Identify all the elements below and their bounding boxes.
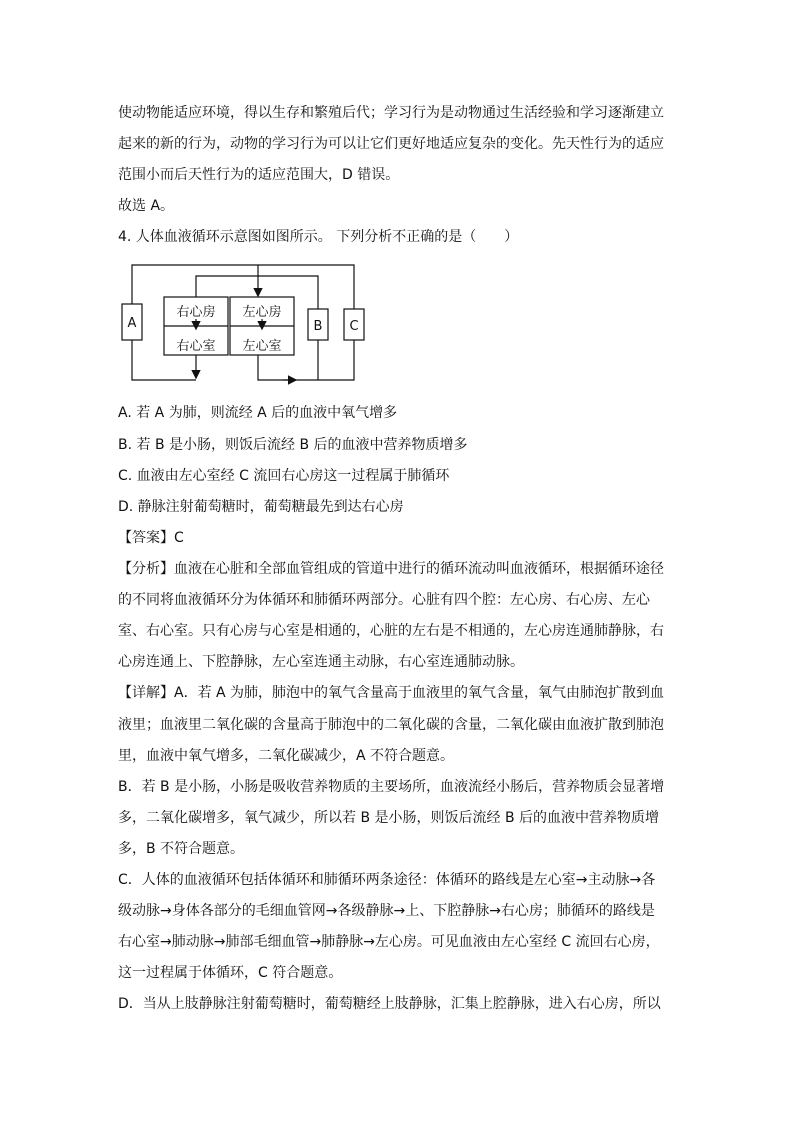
paragraph-line: 使动物能适应环境，得以生存和繁殖后代；学习行为是动物通过生活经验和学习逐渐建立 [118,105,664,121]
label-b: B [313,319,323,334]
blood-circulation-diagram [118,262,368,390]
detail-line: 多，B 不符合题意。 [118,841,245,857]
detail-line: 这一过程属于体循环，C 符合题意。 [118,965,343,981]
analysis-line: 【分析】血液在心脏和全部血管组成的管道中进行的循环流动叫血液循环，根据循环途径 [118,561,664,577]
option-a: A. 若 A 为肺，则流经 A 后的血液中氧气增多 [118,405,398,421]
left-atrium-label: 左心房 [242,305,282,320]
detail-line: 级动脉→身体各部分的毛细血管网→各级静脉→上、下腔静脉→右心房；肺循环的路线是 [118,903,655,919]
detail-line: B．若 B 是小肠，小肠是吸收营养物质的主要场所，血液流经小肠后，营养物质会显著增 [118,779,665,795]
detail-line: 液里；血液里二氧化碳的含量高于肺泡中的二氧化碳的含量，二氧化碳由血液扩散到肺泡 [118,717,664,733]
option-d: D. 静脉注射葡萄糖时，葡萄糖最先到达右心房 [118,499,404,515]
paragraph-line: 故选 A。 [118,198,175,214]
paragraph-line: 起来的新的行为，动物的学习行为可以让它们更好地适应复杂的变化。先天性行为的适应 [118,136,664,152]
left-ventricle-label: 左心室 [242,339,282,354]
analysis-line: 心房连通上、下腔静脉，左心室连通主动脉，右心室连通肺动脉。 [118,654,524,670]
question-stem: 4. 人体血液循环示意图如图所示。 下列分析不正确的是（ ） [118,229,519,245]
right-atrium-label: 右心房 [176,305,216,320]
detail-line: 【详解】A．若 A 为肺，肺泡中的氧气含量高于血液里的氧气含量，氧气由肺泡扩散到血 [118,685,665,701]
detail-line: D．当从上肢静脉注射葡萄糖时，葡萄糖经上肢静脉，汇集上腔静脉，进入右心房，所以 [118,996,661,1012]
detail-line: 多，二氧化碳增多，氧气减少，所以若 B 是小肠，则饭后流经 B 后的血液中营养物质增 [118,810,660,826]
detail-line: 右心室→肺动脉→肺部毛细血管→肺静脉→左心房。可见血液由左心室经 C 流回右心房， [118,934,660,950]
analysis-line: 室、右心室。只有心房与心室是相通的，心脏的左右是不相通的，左心房连通肺静脉，右 [118,623,664,639]
label-c: C [349,319,359,334]
right-ventricle-label: 右心室 [176,339,216,354]
paragraph-line: 范围小而后天性行为的适应范围大，D 错误。 [118,167,400,183]
option-b: B. 若 B 是小肠，则饭后流经 B 后的血液中营养物质增多 [118,437,468,453]
detail-line: 里，血液中氧气增多，二氧化碳减少，A 不符合题意。 [118,748,455,764]
circulation-schematic [118,262,368,390]
label-a: A [127,316,137,331]
analysis-line: 的不同将血液循环分为体循环和肺循环两部分。心脏有四个腔：左心房、右心房、左心 [118,592,650,608]
detail-line: C．人体的血液循环包括体循环和肺循环两条途径：体循环的路线是左心室→主动脉→各 [118,872,656,888]
answer-line: 【答案】C [118,530,184,546]
option-c: C. 血液由左心室经 C 流回右心房这一过程属于肺循环 [118,468,450,484]
